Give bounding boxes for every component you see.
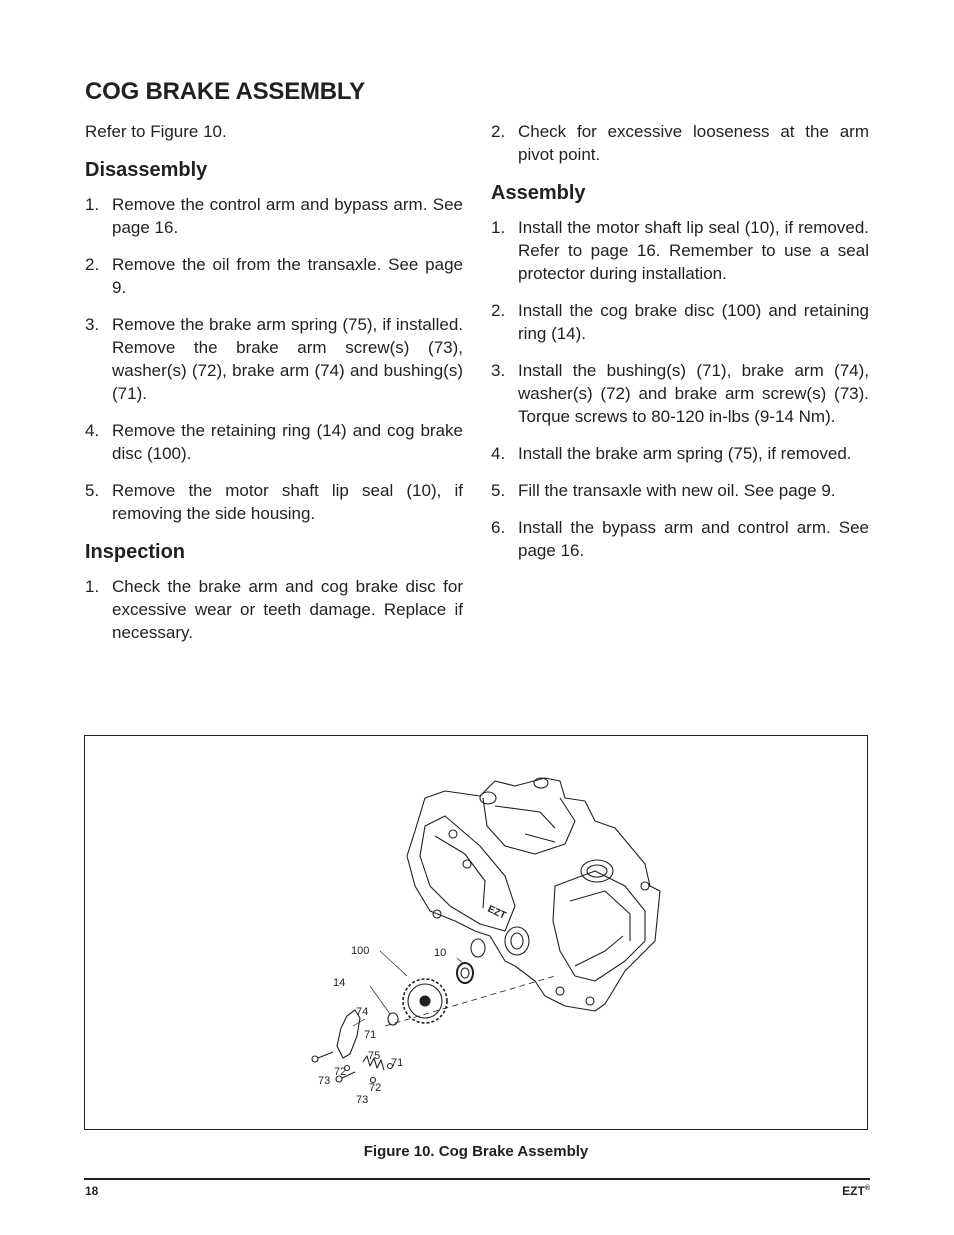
step-text: Install the cog brake disc (100) and retaining ring (14). bbox=[518, 301, 869, 343]
cog-brake-diagram bbox=[85, 736, 867, 1129]
callout-71-a: 71 bbox=[364, 1029, 377, 1041]
step-text: Remove the oil from the transaxle. See page 9. bbox=[112, 255, 463, 297]
step-text: Install the brake arm spring (75), if removed. bbox=[518, 444, 852, 463]
list-item bbox=[491, 442, 869, 465]
list-item bbox=[85, 313, 463, 405]
step-number: 2. bbox=[491, 122, 506, 141]
retaining-ring bbox=[388, 1013, 398, 1025]
inspection-list bbox=[85, 575, 463, 644]
housing-logo: EZT bbox=[485, 903, 508, 922]
callout-71-b: 71 bbox=[391, 1057, 404, 1069]
list-item bbox=[491, 516, 869, 562]
list-item bbox=[491, 120, 869, 166]
fill-port bbox=[581, 860, 613, 882]
step-number: 2. bbox=[491, 301, 506, 320]
step-number: 3. bbox=[85, 315, 100, 334]
list-item bbox=[491, 216, 869, 285]
step-number: 6. bbox=[491, 518, 506, 537]
step-number: 1. bbox=[85, 195, 100, 214]
step-number: 2. bbox=[85, 255, 100, 274]
list-item bbox=[491, 359, 869, 428]
footer-rule bbox=[84, 1178, 870, 1180]
step-text: Install the bypass arm and control arm. See page 16. bbox=[518, 518, 869, 560]
disassembly-list bbox=[85, 193, 463, 525]
lip-seal bbox=[457, 963, 473, 983]
list-item bbox=[491, 479, 869, 502]
inspection-list-continued bbox=[491, 120, 869, 166]
step-text: Fill the transaxle with new oil. See page 9. bbox=[518, 481, 836, 500]
disassembly-heading: Disassembly bbox=[85, 159, 208, 181]
inspection-heading: Inspection bbox=[85, 541, 186, 563]
step-text: Remove the brake arm spring (75), if installed. Remove the brake arm screw(s) (73), washer(s) (72), brake arm (74) and bushing(s) (71). bbox=[112, 315, 463, 403]
callout-73-b: 73 bbox=[356, 1094, 369, 1106]
intro-text: Refer to Figure 10. bbox=[85, 122, 227, 141]
callout-72-a: 72 bbox=[334, 1066, 347, 1078]
callout-73-a: 73 bbox=[318, 1075, 331, 1087]
step-number: 5. bbox=[85, 481, 100, 500]
list-item bbox=[85, 575, 463, 644]
step-number: 4. bbox=[491, 444, 506, 463]
footer-brand bbox=[842, 1184, 870, 1198]
step-number: 3. bbox=[491, 361, 506, 380]
step-number: 1. bbox=[491, 218, 506, 237]
step-text: Remove the control arm and bypass arm. See page 16. bbox=[112, 195, 463, 237]
step-text: Install the bushing(s) (71), brake arm (74), washer(s) (72) and brake arm screw(s) (73). Torque screws to 80-120 in-lbs (9-14 Nm). bbox=[518, 361, 869, 426]
list-item bbox=[85, 479, 463, 525]
list-item bbox=[85, 253, 463, 299]
list-item bbox=[85, 193, 463, 239]
callout-72-b: 72 bbox=[369, 1082, 382, 1094]
step-number: 4. bbox=[85, 421, 100, 440]
step-text: Remove the retaining ring (14) and cog brake disc (100). bbox=[112, 421, 463, 463]
figure-frame bbox=[84, 735, 868, 1130]
step-number: 1. bbox=[85, 577, 100, 596]
list-item bbox=[491, 299, 869, 345]
motor-shaft bbox=[505, 927, 529, 955]
assembly-heading: Assembly bbox=[491, 182, 586, 204]
step-text: Remove the motor shaft lip seal (10), if removing the side housing. bbox=[112, 481, 463, 523]
registered-mark: ® bbox=[864, 1185, 870, 1192]
step-text: Check the brake arm and cog brake disc for excessive wear or teeth damage. Replace if necessary. bbox=[112, 577, 463, 642]
cog-brake-disc bbox=[403, 979, 447, 1023]
step-text: Install the motor shaft lip seal (10), if removed. Refer to page 16. Remember to use a seal protector during installation. bbox=[518, 218, 869, 283]
callout-74: 74 bbox=[356, 1006, 369, 1018]
assembly-list bbox=[491, 216, 869, 562]
figure-caption: Figure 10. Cog Brake Assembly bbox=[363, 1143, 589, 1160]
step-number: 5. bbox=[491, 481, 506, 500]
page-number: 18 bbox=[85, 1184, 99, 1198]
callout-10: 10 bbox=[434, 947, 447, 959]
left-column bbox=[85, 120, 463, 658]
step-text: Check for excessive looseness at the arm pivot point. bbox=[518, 122, 869, 164]
transaxle-housing bbox=[407, 778, 660, 1011]
callout-75: 75 bbox=[368, 1050, 381, 1062]
brand-name: EZT bbox=[842, 1184, 865, 1198]
right-column bbox=[491, 120, 869, 576]
callout-100: 100 bbox=[351, 945, 370, 957]
page-title: COG BRAKE ASSEMBLY bbox=[85, 78, 365, 105]
callout-14: 14 bbox=[333, 977, 346, 989]
list-item bbox=[85, 419, 463, 465]
